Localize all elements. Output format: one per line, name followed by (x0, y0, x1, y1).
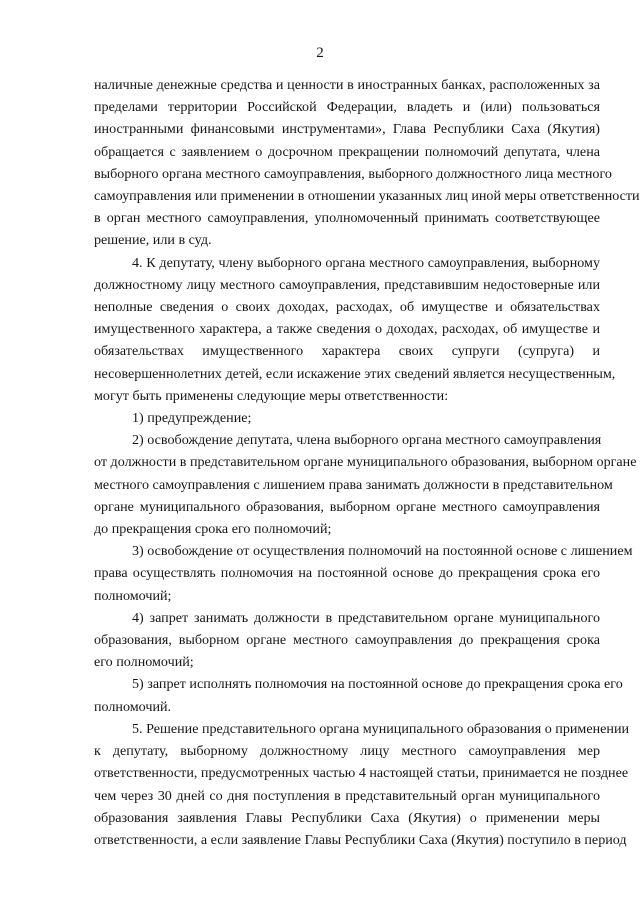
text-line: 1) предупреждение; (132, 410, 252, 427)
text-line: иностранными финансовыми инструментами», Глава Республики Саха (Якутия) (94, 121, 600, 138)
text-line: самоуправления или применении в отношении указанных лиц иной меры ответственности (94, 188, 640, 205)
text-line: несовершеннолетних детей, если искажение этих сведений является несущественным, (94, 365, 616, 382)
text-line: пределами территории Российской Федерации, владеть и (или) пользоваться (94, 99, 600, 116)
text-line: 4) запрет занимать должности в представительном органе муниципального (132, 609, 600, 626)
text-line: органе муниципального образования, выборном органе местного самоуправления (94, 498, 600, 515)
text-line: 2) освобождение депутата, члена выборного органа местного самоуправления (132, 432, 602, 449)
text-line: решение, или в суд. (94, 232, 212, 249)
text-line: от должности в представительном органе муниципального образования, выборном органе (94, 454, 637, 471)
text-line: ответственности, а если заявление Главы Республики Саха (Якутия) поступило в период (94, 831, 627, 848)
text-line: образования, выборном органе местного самоуправления до прекращения срока (94, 632, 600, 649)
text-line: обращается с заявлением о досрочном прекращении полномочий депутата, члена (94, 143, 600, 160)
text-line: 5. Решение представительного органа муниципального образования о применении (132, 720, 630, 737)
text-line: права осуществлять полномочия на постоянной основе до прекращения срока его (94, 565, 600, 582)
text-line: могут быть применены следующие меры ответственности: (94, 387, 449, 404)
document-body (94, 74, 640, 851)
text-line: местного самоуправления с лишением права занимать должности в представительном (94, 476, 613, 493)
text-line: в орган местного самоуправления, уполномоченный принимать соответствующее (94, 210, 600, 227)
text-line: 4. К депутату, члену выборного органа местного самоуправления, выборному (132, 254, 600, 271)
text-line: должностному лицу местного самоуправления, представившим недостоверные или (94, 276, 600, 293)
text-line: неполные сведения о своих доходах, расходах, об имуществе и обязательствах (94, 299, 600, 316)
text-line: наличные денежные средства и ценности в иностранных банках, расположенных за (94, 77, 600, 93)
text-line: полномочий. (94, 698, 172, 715)
text-line: имущественного характера, а также сведения о доходах, расходах, об имуществе и (94, 321, 600, 338)
text-line: 3) освобождение от осуществления полномочий на постоянной основе с лишением (132, 543, 633, 560)
page-number: 2 (316, 45, 324, 61)
text-line: его полномочий; (94, 654, 194, 671)
text-line: к депутату, выборному должностному лицу местного самоуправления мер (94, 743, 600, 760)
text-line: чем через 30 дней со дня поступления в представительный орган муниципального (94, 787, 600, 804)
text-line: выборного органа местного самоуправления, выборного должностного лица местного (94, 165, 612, 182)
text-line: обязательствах имущественного характера своих супруги (супруга) и (94, 343, 600, 360)
text-line: полномочий; (94, 587, 172, 604)
text-line: образования заявления Главы Республики Саха (Якутия) о применении меры (94, 809, 600, 826)
text-line: ответственности, предусмотренных частью 4 настоящей статьи, принимается не позднее (94, 765, 629, 782)
text-line: до прекращения срока его полномочий; (94, 521, 332, 538)
text-line: 5) запрет исполнять полномочия на постоянной основе до прекращения срока его (132, 676, 623, 693)
